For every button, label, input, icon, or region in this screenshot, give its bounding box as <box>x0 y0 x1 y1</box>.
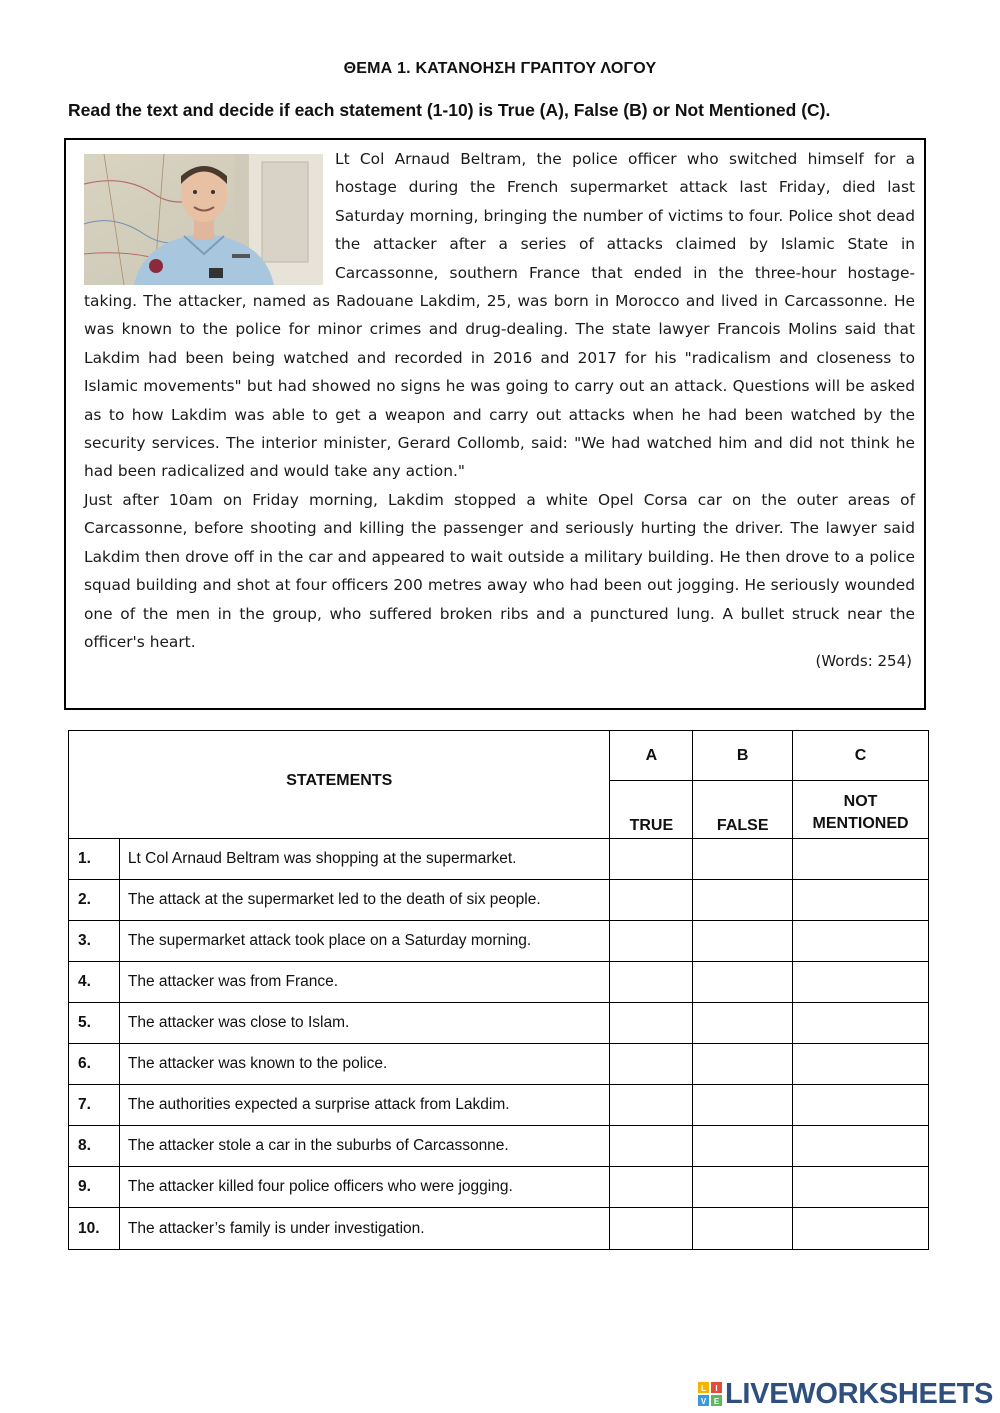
statement-text: Lt Col Arnaud Beltram was shopping at the supermarket. <box>119 839 610 880</box>
answer-cell-a[interactable] <box>610 1003 693 1044</box>
table-row <box>69 839 929 880</box>
passage-paragraph-2: Just after 10am on Friday morning, Lakdim stopped a white Opel Corsa car on the outer areas of Carcassonne, before shooting and killing the passenger and seriously hurting the driver. The lawyer said Lakdim then drove off in the car and appeared to wait outside a military building. He then drove to a police squad building and shot at four officers 200 metres away who had been out jogging. He seriously wounded one of the men in the group, who suffered broken ribs and a punctured lung. A bullet struck near the officer's heart. <box>84 490 915 651</box>
statement-number: 6. <box>69 1044 120 1085</box>
answer-cell-a[interactable] <box>610 921 693 962</box>
answer-cell-a[interactable] <box>610 1085 693 1126</box>
answer-cell-b[interactable] <box>693 921 793 962</box>
statement-text: The attacker stole a car in the suburbs of Carcassonne. <box>119 1126 610 1167</box>
col-b-label: FALSE <box>693 781 793 839</box>
col-c-label <box>793 781 929 839</box>
answer-cell-b[interactable] <box>693 1208 793 1250</box>
table-row <box>69 962 929 1003</box>
table-row <box>69 1208 929 1250</box>
answer-cell-c[interactable] <box>793 1044 929 1085</box>
svg-text:L: L <box>701 1384 706 1393</box>
statements-table <box>68 730 929 1250</box>
statement-number: 4. <box>69 962 120 1003</box>
answer-cell-c[interactable] <box>793 1085 929 1126</box>
col-c-label-line2: MENTIONED <box>812 815 909 832</box>
svg-text:V: V <box>700 1397 707 1406</box>
answer-cell-b[interactable] <box>693 1085 793 1126</box>
statement-text: The attacker’s family is under investigation. <box>119 1208 610 1250</box>
answer-cell-c[interactable] <box>793 1003 929 1044</box>
statement-number: 5. <box>69 1003 120 1044</box>
answer-cell-c[interactable] <box>793 839 929 880</box>
answer-cell-b[interactable] <box>693 1126 793 1167</box>
answer-cell-a[interactable] <box>610 962 693 1003</box>
answer-cell-b[interactable] <box>693 962 793 1003</box>
answer-cell-b[interactable] <box>693 1167 793 1208</box>
statement-number: 8. <box>69 1126 120 1167</box>
col-a-label: TRUE <box>610 781 693 839</box>
answer-cell-a[interactable] <box>610 1167 693 1208</box>
answer-cell-c[interactable] <box>793 1208 929 1250</box>
answer-cell-c[interactable] <box>793 1167 929 1208</box>
instruction-text: Read the text and decide if each statement (1-10) is True (A), False (B) or Not Mentioned (C). <box>68 100 831 120</box>
table-row <box>69 1085 929 1126</box>
table-row <box>69 1167 929 1208</box>
col-b-letter: B <box>693 731 793 781</box>
col-a-letter: A <box>610 731 693 781</box>
answer-cell-b[interactable] <box>693 880 793 921</box>
liveworksheets-blocks-icon <box>697 1381 723 1407</box>
word-count: (Words: 254) <box>815 652 912 670</box>
answer-cell-a[interactable] <box>610 1208 693 1250</box>
answer-cell-c[interactable] <box>793 962 929 1003</box>
statement-number: 2. <box>69 880 120 921</box>
col-c-label-line1: NOT <box>843 793 878 810</box>
answer-cell-c[interactable] <box>793 921 929 962</box>
answer-cell-b[interactable] <box>693 1044 793 1085</box>
statement-text: The attacker was close to Islam. <box>119 1003 610 1044</box>
statements-header: STATEMENTS <box>69 731 610 839</box>
statement-text: The supermarket attack took place on a Saturday morning. <box>119 921 610 962</box>
passage-paragraph-1: Lt Col Arnaud Beltram, the police officer who switched himself for a hostage during the French supermarket attack last Friday, died last Saturday morning, bringing the number of victims to four. Police shot dead the attacker after a series of attacks claimed by Islamic State in Carcassonne, southern France that ended in the three-hour hostage-taking. The attacker, named as Radouane Lakdim, 25, was born in Morocco and lived in Carcassonne. He was known to the police for minor crimes and drug-dealing. The state lawyer Francois Molins said that Lakdim had been being watched and recorded in 2016 and 2017 for his "radicalism and closeness to Islamic movements" but had showed no signs he was going to carry out an attack. Questions will be asked as to how Lakdim was able to get a weapon and carry out attacks when he had been watched by the security services. The interior minister, Gerard Collomb, said: "We had watched him and did not think he had been radicalized and would take any action." <box>84 150 915 481</box>
table-row <box>69 880 929 921</box>
answer-cell-a[interactable] <box>610 880 693 921</box>
statement-text: The attacker was known to the police. <box>119 1044 610 1085</box>
answer-cell-b[interactable] <box>693 839 793 880</box>
answer-cell-a[interactable] <box>610 1044 693 1085</box>
answer-cell-c[interactable] <box>793 1126 929 1167</box>
statement-text: The attack at the supermarket led to the death of six people. <box>119 880 610 921</box>
officer-portrait-image <box>84 154 323 285</box>
statement-number: 7. <box>69 1085 120 1126</box>
statement-text: The authorities expected a surprise attack from Lakdim. <box>119 1085 610 1126</box>
statement-number: 9. <box>69 1167 120 1208</box>
table-row <box>69 1044 929 1085</box>
liveworksheets-logo[interactable] <box>697 1377 993 1411</box>
statement-number: 3. <box>69 921 120 962</box>
table-row <box>69 1003 929 1044</box>
svg-text:E: E <box>713 1397 720 1406</box>
col-c-letter: C <box>793 731 929 781</box>
answer-cell-a[interactable] <box>610 1126 693 1167</box>
table-row <box>69 1126 929 1167</box>
table-row <box>69 921 929 962</box>
svg-text:I: I <box>715 1384 718 1393</box>
reading-passage <box>84 145 915 656</box>
statement-text: The attacker was from France. <box>119 962 610 1003</box>
reading-passage-box <box>64 138 926 710</box>
answer-cell-b[interactable] <box>693 1003 793 1044</box>
logo-text: LIVEWORKSHEETS <box>725 1377 994 1410</box>
answer-cell-a[interactable] <box>610 839 693 880</box>
answer-cell-c[interactable] <box>793 880 929 921</box>
officer-photo <box>84 154 323 285</box>
statement-text: The attacker killed four police officers who were jogging. <box>119 1167 610 1208</box>
statement-number: 10. <box>69 1208 120 1250</box>
statement-number: 1. <box>69 839 120 880</box>
section-title: ΘΕΜΑ 1. ΚΑΤΑΝΟΗΣΗ ΓΡΑΠΤΟΥ ΛΟΓΟΥ <box>343 60 657 77</box>
